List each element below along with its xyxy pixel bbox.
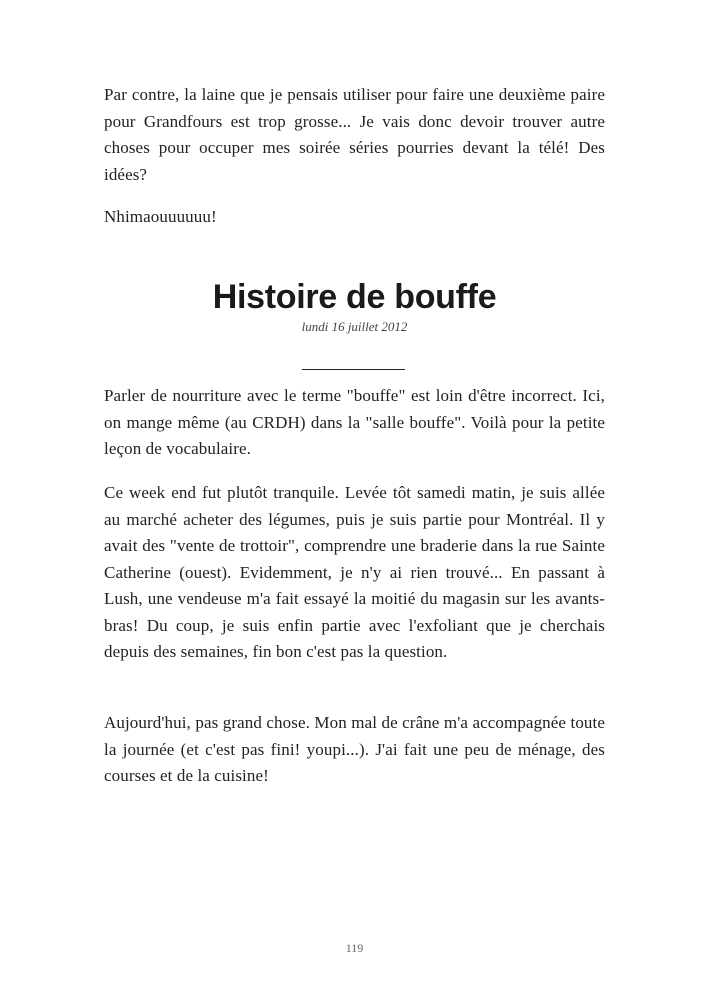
page-number: 119 <box>345 941 364 955</box>
post-title: Histoire de bouffe <box>212 278 497 316</box>
post-paragraph-1: Parler de nourriture avec le terme "bouffe" est loin d'être incorrect. Ici, on mange même (au CRDH) dans la "salle bouffe". Voilà pour la petite leçon de vocabulaire. <box>104 386 605 458</box>
document-page <box>104 0 605 992</box>
post-date: lundi 16 juillet 2012 <box>301 319 408 334</box>
post-paragraph-2: Ce week end fut plutôt tranquile. Levée tôt samedi matin, je suis allée au marché acheter des légumes, puis je suis partie pour Montréal. Il y avait des "vente de trottoir", comprendre une braderie dans la rue Sainte Catherine (ouest). Evidemment, je n'y ai rien trouvé... En passant à Lush, une vendeuse m'a fait essayé la moitié du magasin sur les avants-bras! Du coup, je suis enfin partie avec l'exfoliant que je cherchais depuis des semaines, fin bon c'est pas la question. <box>104 483 605 661</box>
title-divider <box>302 369 405 370</box>
intro-paragraph-1: Par contre, la laine que je pensais utiliser pour faire une deuxième paire pour Grandfours est trop grosse... Je vais donc devoir trouver autre choses pour occuper mes soirée séries pourries devant la télé! Des idées? <box>104 85 605 184</box>
intro-paragraph-2: Nhimaouuuuuu! <box>104 207 217 226</box>
post-paragraph-3: Aujourd'hui, pas grand chose. Mon mal de crâne m'a accompagnée toute la journée (et c'est pas fini! youpi...). J'ai fait une peu de ménage, des courses et de la cuisine! <box>104 713 605 785</box>
